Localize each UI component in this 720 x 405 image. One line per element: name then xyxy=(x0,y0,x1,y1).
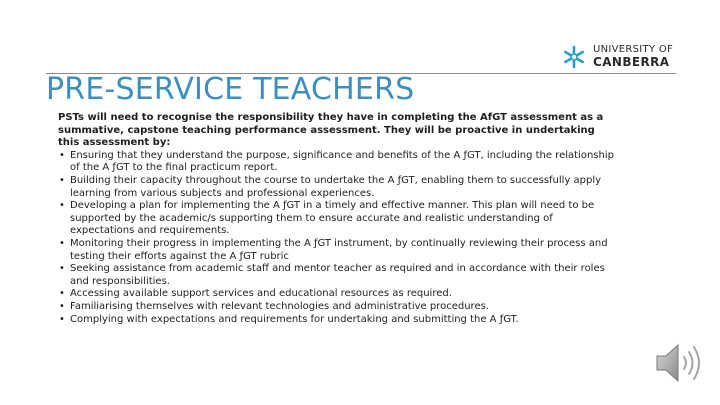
logo-university-of: UNIVERSITY OF xyxy=(593,44,674,55)
snowflake-mark-icon xyxy=(562,45,586,69)
speaker-icon[interactable] xyxy=(653,340,707,386)
list-item: • Developing a plan for implementing the A ƒGT in a timely and effective manner. This plan will need to be supported by the academic/s supporting them to ensure accurate and realistic understanding of expectations and requirements. xyxy=(58,200,618,238)
list-item: • Ensuring that they understand the purpose, significance and benefits of the A ƒGT, including the relationship of the A ƒGT to the final practicum report. xyxy=(58,150,618,175)
list-item: • Seeking assistance from academic staff and mentor teacher as required and in accordance with their roles and responsibilities. xyxy=(58,263,618,288)
university-logo xyxy=(562,42,682,72)
list-item: • Complying with expectations and requirements for undertaking and submitting the A ƒGT. xyxy=(58,314,618,327)
list-item: • Monitoring their progress in implementing the A ƒGT instrument, by continually reviewing their process and testing their efforts against the A ƒGT rubric xyxy=(58,238,618,263)
list-item: • Building their capacity throughout the course to undertake the A ƒGT, enabling them to successfully apply learning from various subjects and professional experiences. xyxy=(58,175,618,200)
responsibility-list xyxy=(58,150,618,326)
list-item: • Familiarising themselves with relevant technologies and administrative procedures. xyxy=(58,301,618,314)
slide-title: PRE-SERVICE TEACHERS xyxy=(46,72,415,107)
intro-paragraph: PSTs will need to recognise the responsibility they have in completing the AfGT assessment as a summative, capstone teaching performance assessment. They will be proactive in undertaking this assessment by: xyxy=(58,112,604,149)
logo-canberra: CANBERRA xyxy=(593,55,670,69)
list-item: • Accessing available support services and educational resources as required. xyxy=(58,288,618,301)
slide-body xyxy=(58,112,618,326)
